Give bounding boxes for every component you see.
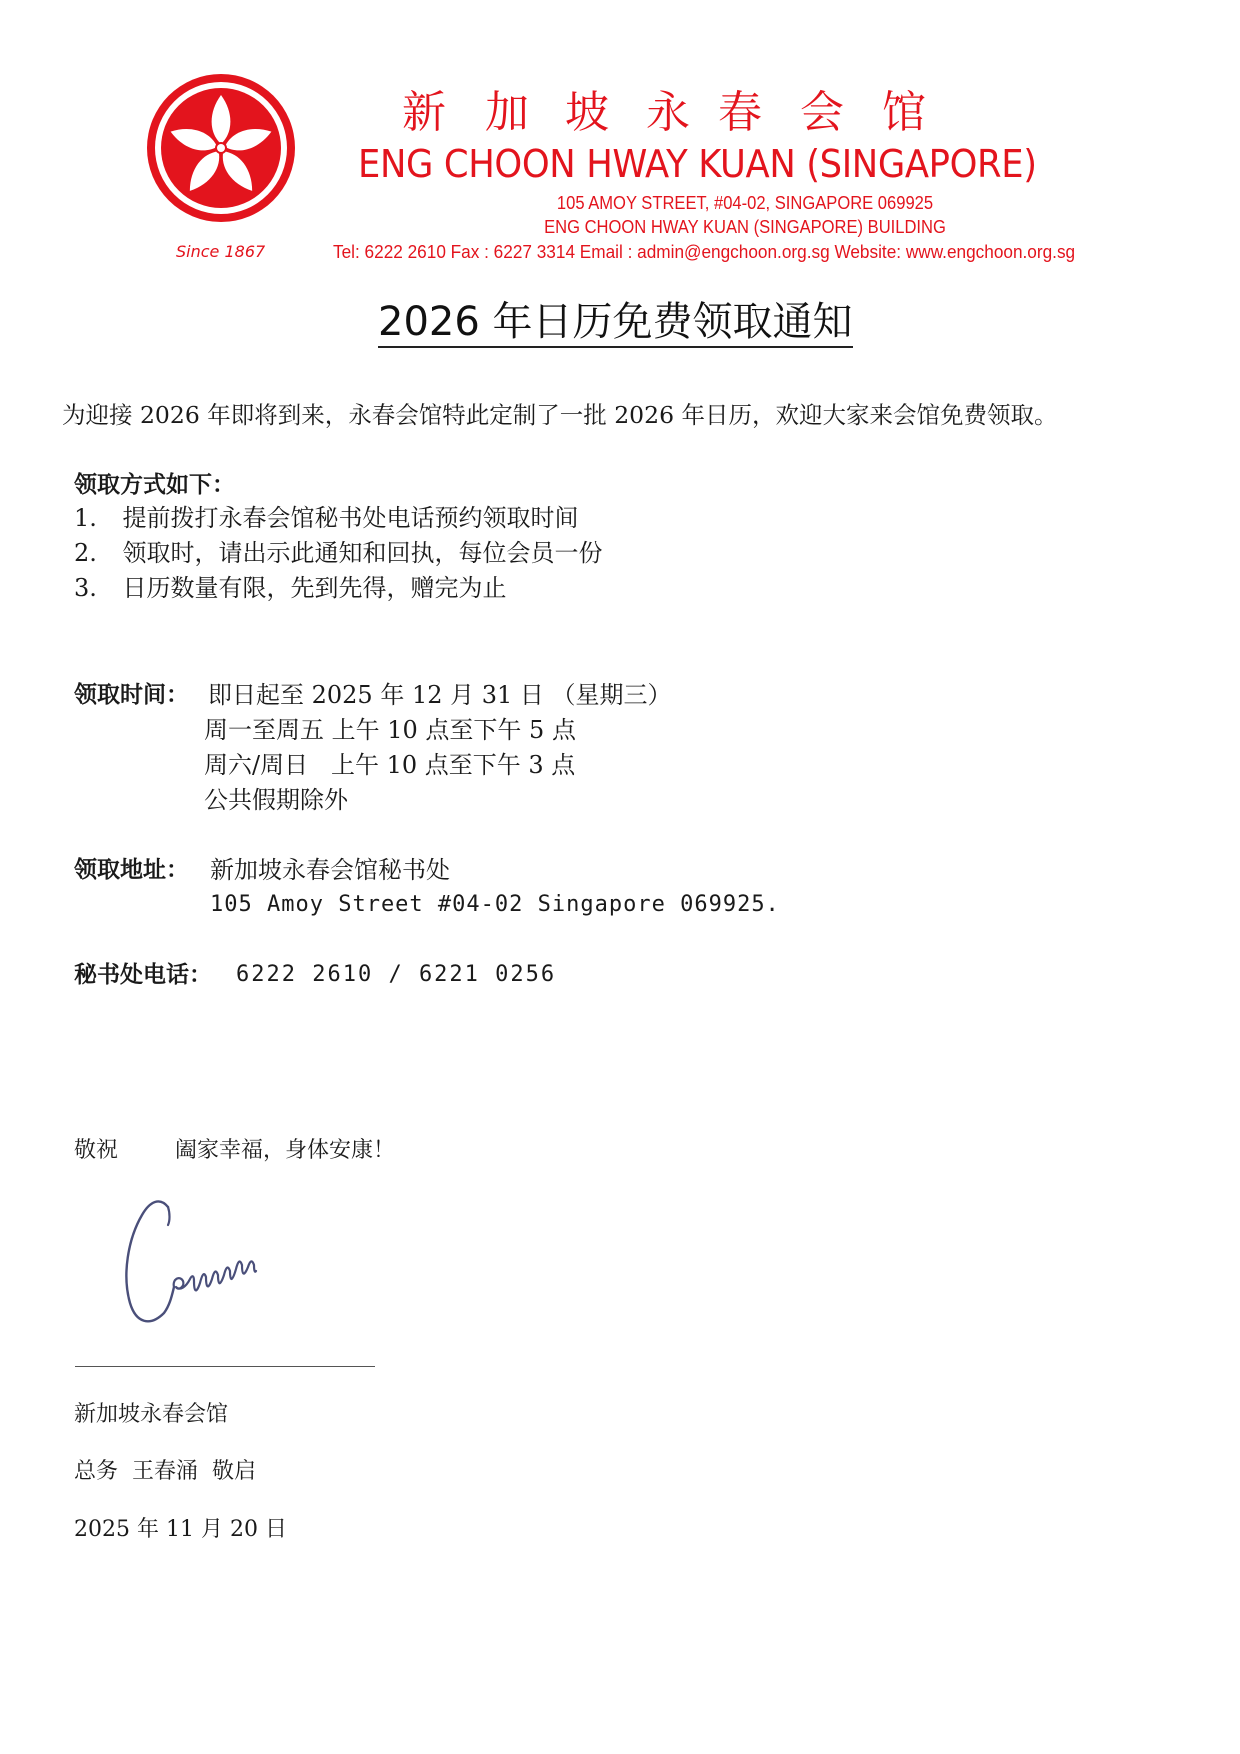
pickup-time-line: 周六/周日 上午 10 点至下午 3 点 bbox=[204, 751, 576, 779]
method-item-number: 2. bbox=[74, 539, 97, 567]
method-item bbox=[74, 573, 507, 603]
secretariat-phone-value: 6222 2610 / 6221 0256 bbox=[236, 962, 557, 987]
handwritten-signature-icon bbox=[120, 1195, 300, 1335]
intro-paragraph: 为迎接 2026 年即将到来，永春会馆特此定制了一批 2026 年日历，欢迎大家来会馆免费领取。 bbox=[62, 401, 1058, 429]
method-item bbox=[74, 538, 603, 568]
org-name-cn-char: 永 bbox=[646, 87, 690, 138]
notice-title: 2026 年日历免费领取通知 bbox=[378, 298, 853, 348]
org-contact-line: Tel: 6222 2610 Fax : 6227 3314 Email : admin@engchoon.org.sg Website: www.engchoon.org.sg bbox=[333, 241, 1076, 262]
signoff-organization: 新加坡永春会馆 bbox=[74, 1402, 229, 1427]
since-year-label: Since 1867 bbox=[176, 242, 266, 261]
pickup-address-line-2: 105 Amoy Street #04-02 Singapore 069925. bbox=[210, 892, 780, 917]
method-item-text: 提前拨打永春会馆秘书处电话预约领取时间 bbox=[122, 504, 579, 532]
org-name-cn-char: 新 bbox=[402, 87, 446, 138]
pickup-address-line-1: 新加坡永春会馆秘书处 bbox=[210, 856, 450, 884]
signature-line bbox=[75, 1366, 375, 1367]
org-address-line-2: ENG CHOON HWAY KUAN (SINGAPORE) BUILDING bbox=[544, 217, 946, 237]
method-item bbox=[74, 503, 579, 533]
pickup-time-line: 即日起至 2025 年 12 月 31 日 （星期三） bbox=[208, 681, 672, 709]
org-name-cn-char: 加 bbox=[485, 87, 529, 138]
org-name-cn-char: 会 bbox=[800, 87, 844, 138]
org-name-cn-char: 馆 bbox=[882, 87, 926, 138]
org-name-cn-char: 坡 bbox=[565, 87, 609, 138]
org-address-line-1: 105 AMOY STREET, #04-02, SINGAPORE 069925 bbox=[556, 193, 934, 213]
pickup-time-line: 周一至周五 上午 10 点至下午 5 点 bbox=[204, 716, 576, 744]
plum-blossom-logo-icon bbox=[146, 73, 296, 223]
method-heading: 领取方式如下： bbox=[74, 472, 235, 498]
org-name-english: ENG CHOON HWAY KUAN (SINGAPORE) bbox=[358, 142, 1037, 186]
method-item-number: 3. bbox=[74, 574, 97, 602]
org-name-cn-char: 春 bbox=[718, 87, 762, 138]
secretariat-phone-label: 秘书处电话： bbox=[74, 962, 212, 988]
signoff-date: 2025 年 11 月 20 日 bbox=[74, 1517, 287, 1542]
pickup-time-label: 领取时间： bbox=[74, 682, 189, 708]
signoff-signer: 总务 王春涌 敬启 bbox=[74, 1459, 256, 1484]
pickup-time-line: 公共假期除外 bbox=[204, 786, 348, 814]
pickup-address-label: 领取地址： bbox=[74, 857, 189, 883]
closing-salutation: 敬祝 bbox=[74, 1138, 119, 1163]
closing-wish: 阖家幸福，身体安康！ bbox=[175, 1138, 396, 1163]
method-item-text: 日历数量有限，先到先得，赠完为止 bbox=[122, 574, 507, 602]
method-item-text: 领取时，请出示此通知和回执，每位会员一份 bbox=[122, 539, 603, 567]
method-item-number: 1. bbox=[74, 504, 97, 532]
